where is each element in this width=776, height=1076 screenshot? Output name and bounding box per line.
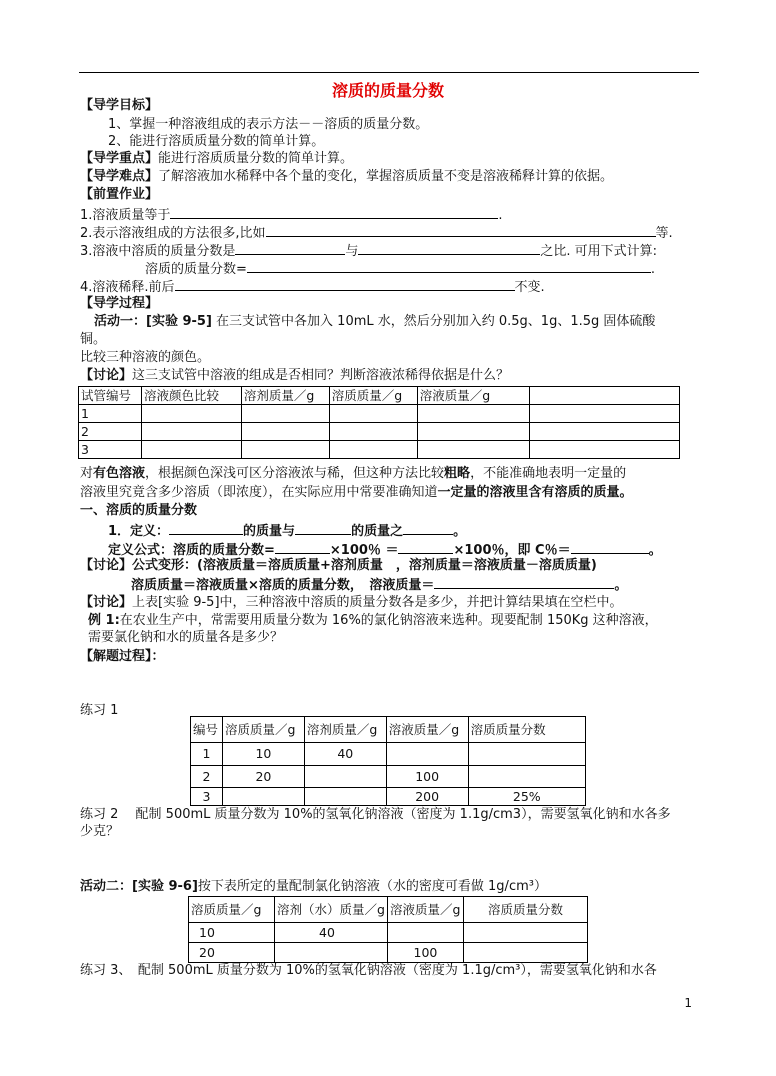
table-experiment-9-5 xyxy=(78,386,680,459)
practice2-text: 练习 2 配制 500mL 质量分数为 10%的氢氧化钠溶液（密度为 1.1g/cm3），需要氢氧化钠和水各多 xyxy=(80,807,671,822)
difficulty-heading: 【导学难点】 xyxy=(80,169,159,184)
table-cell: 40 xyxy=(304,743,386,766)
table-practice-1 xyxy=(190,716,586,806)
activity1-text2: 铜。 xyxy=(80,332,107,347)
discuss3-heading: 【讨论】 xyxy=(80,595,133,610)
table-header: 溶质质量／g xyxy=(189,897,275,923)
formula-label: 定义公式：溶质的质量分数= xyxy=(108,543,275,558)
prework-q1 xyxy=(80,205,503,224)
table-cell[interactable] xyxy=(222,788,304,806)
table-row xyxy=(191,743,586,766)
blank[interactable] xyxy=(247,259,651,273)
table-cell[interactable] xyxy=(529,405,679,423)
table-header: 溶液质量／g xyxy=(417,387,529,405)
table-header: 溶液质量／g xyxy=(386,717,468,743)
example1-text: 在农业生产中，常需要用质量分数为 16%的氯化钠溶液来选种。现要配制 150Kg 这种溶液， xyxy=(119,613,658,628)
table-header: 溶剂质量／g xyxy=(304,717,386,743)
table-cell[interactable] xyxy=(329,441,417,459)
table-cell[interactable] xyxy=(141,405,241,423)
practice1-label: 练习 1 xyxy=(80,703,119,718)
blank[interactable] xyxy=(571,540,649,554)
table-cell[interactable] xyxy=(468,766,585,788)
practice2-text2: 少克？ xyxy=(80,824,120,839)
table-row xyxy=(189,923,588,943)
key-point xyxy=(80,150,353,167)
table-cell[interactable] xyxy=(463,923,587,943)
prework-q3 xyxy=(80,241,657,260)
table-cell: 3 xyxy=(79,441,142,459)
table-cell[interactable] xyxy=(417,441,529,459)
definition xyxy=(108,521,466,540)
q1-text: 1.溶液质量等于 xyxy=(80,208,171,223)
para-bold: 粗略 xyxy=(444,466,471,481)
table-cell: 1 xyxy=(191,743,223,766)
table-cell[interactable] xyxy=(241,405,329,423)
blank[interactable] xyxy=(403,521,453,535)
discuss1 xyxy=(80,367,509,384)
prework-q2 xyxy=(80,223,673,242)
table-cell: 3 xyxy=(191,788,223,806)
table-cell[interactable] xyxy=(529,423,679,441)
blank[interactable] xyxy=(170,205,498,219)
table-header-row xyxy=(189,897,588,923)
table-cell[interactable] xyxy=(141,423,241,441)
table-header: 溶质质量／g xyxy=(222,717,304,743)
table-cell[interactable] xyxy=(468,743,585,766)
discuss2 xyxy=(80,557,597,574)
table-cell[interactable] xyxy=(529,441,679,459)
q3-text: 3.溶液中溶质的质量分数是 xyxy=(80,244,236,259)
table-cell[interactable] xyxy=(417,405,529,423)
formula-end: 。 xyxy=(648,543,662,558)
table-cell: 10 xyxy=(189,923,275,943)
solution-heading: 【解题过程】： xyxy=(80,649,165,664)
header-rule xyxy=(79,72,699,73)
q3-formula-text: 溶质的质量分数= xyxy=(145,262,247,277)
table-cell[interactable] xyxy=(241,441,329,459)
para-bold: 一定量的溶液里含有溶质的质量。 xyxy=(437,485,633,500)
discuss3-text: 上表[实验 9-5]中，三种溶液中溶质的质量分数各是多少，并把计算结果填在空栏中。 xyxy=(132,595,623,610)
blank[interactable] xyxy=(295,521,351,535)
table-row xyxy=(79,423,680,441)
q2-text: 2.表示溶液组成的方法很多,比如 xyxy=(80,226,266,241)
activity2 xyxy=(80,878,547,895)
table-cell[interactable] xyxy=(141,441,241,459)
q2-end: 等. xyxy=(655,226,673,241)
table-header: 溶液质量／g xyxy=(387,897,463,923)
table-cell: 20 xyxy=(189,943,275,963)
table-header-row xyxy=(79,387,680,405)
goals-heading: 【导学目标】 xyxy=(80,98,159,113)
example1-text2: 需要氯化钠和水的质量各是多少？ xyxy=(88,630,284,645)
table-row xyxy=(79,405,680,423)
blank[interactable] xyxy=(275,540,330,554)
table-header: 溶剂质量／g xyxy=(241,387,329,405)
blank[interactable] xyxy=(169,521,243,535)
table-cell: 1 xyxy=(79,405,142,423)
table-row xyxy=(191,766,586,788)
para1-line2 xyxy=(80,484,633,501)
page-title: 溶质的质量分数 xyxy=(331,81,444,100)
table-cell[interactable] xyxy=(329,423,417,441)
blank[interactable] xyxy=(434,575,614,589)
discuss2-text: 公式变形：(溶液质量＝溶质质量+溶剂质量 ，溶剂质量＝溶液质量－溶质质量) xyxy=(132,558,597,573)
discuss1-text: 这三支试管中溶液的组成是否相同？判断溶液浓稀得依据是什么？ xyxy=(132,368,510,383)
table-cell: 10 xyxy=(222,743,304,766)
blank[interactable] xyxy=(235,241,345,255)
goal-item-1: 1、掌握一种溶液组成的表示方法－－溶质的质量分数。 xyxy=(108,117,429,132)
process-heading: 【导学过程】 xyxy=(80,296,159,311)
table-header-row xyxy=(191,717,586,743)
table-row xyxy=(79,441,680,459)
q3-mid: 与 xyxy=(345,244,359,259)
definition-label: 1．定义： xyxy=(108,524,170,539)
q3-end: 之比. 可用下式计算: xyxy=(540,244,658,259)
prework-q3-formula xyxy=(145,259,655,278)
table-header: 溶质质量分数 xyxy=(463,897,587,923)
table-cell[interactable] xyxy=(463,943,587,963)
definition-mid1: 的质量与 xyxy=(243,524,296,539)
discuss2-line2-text: 溶质质量＝溶液质量×溶质的质量分数， 溶液质量＝ xyxy=(131,578,435,593)
para1-line1 xyxy=(80,465,626,482)
page-number: 1 xyxy=(684,996,692,1010)
table-header: 溶液颜色比较 xyxy=(141,387,241,405)
table-header: 试管编号 xyxy=(79,387,142,405)
table-cell[interactable] xyxy=(304,788,386,806)
table-row xyxy=(191,788,586,806)
blank[interactable] xyxy=(358,241,540,255)
example1-label: 例 1: xyxy=(88,613,120,628)
example1 xyxy=(88,612,658,629)
discuss1-heading: 【讨论】 xyxy=(80,368,133,383)
table-experiment-9-6 xyxy=(188,896,588,963)
prework-heading: 【前置作业】 xyxy=(80,187,159,202)
table-cell: 25% xyxy=(468,788,585,806)
para-text: 对 xyxy=(80,466,94,481)
formula-x100a: ×100％ ＝ xyxy=(329,543,399,558)
activity1 xyxy=(94,313,655,330)
table-header: 溶剂（水）质量／g xyxy=(275,897,388,923)
discuss2-line2 xyxy=(131,575,627,594)
activity1-label: 活动一：[实验 9-5] xyxy=(94,314,212,329)
table-header xyxy=(529,387,679,405)
table-cell: 20 xyxy=(222,766,304,788)
table-cell: 200 xyxy=(386,788,468,806)
q4-end: 不变. xyxy=(514,280,545,295)
key-point-heading: 【导学重点】 xyxy=(80,151,159,166)
activity2-label: 活动二：[实验 9-6] xyxy=(80,879,198,894)
discuss3 xyxy=(80,594,623,611)
key-point-text: 能进行溶质质量分数的简单计算。 xyxy=(158,151,354,166)
activity1-text: 在三支试管中各加入 10mL 水，然后分别加入约 0.5g、1g、1.5g 固体硫酸 xyxy=(211,314,656,329)
table-cell[interactable] xyxy=(241,423,329,441)
table-cell[interactable] xyxy=(329,405,417,423)
table-header: 溶质质量／g xyxy=(329,387,417,405)
definition-end: 。 xyxy=(453,524,467,539)
q3-formula-end: . xyxy=(650,262,656,277)
formula-x100b: ×100％，即 C％＝ xyxy=(453,543,571,558)
blank[interactable] xyxy=(175,277,515,291)
discuss2-heading: 【讨论】 xyxy=(80,558,133,573)
difficulty-text: 了解溶液加水稀释中各个量的变化，掌握溶质质量不变是溶液稀释计算的依据。 xyxy=(158,169,614,184)
para-text: ，不能准确地表明一定量的 xyxy=(470,466,627,481)
goal-item-2: 2、能进行溶质质量分数的简单计算。 xyxy=(108,134,325,149)
table-cell: 2 xyxy=(79,423,142,441)
para-bold: 有色溶液 xyxy=(93,466,146,481)
table-cell: 100 xyxy=(386,766,468,788)
activity2-text: 按下表所定的量配制氯化钠溶液（水的密度可看做 1g/cm³） xyxy=(197,879,547,894)
table-cell[interactable] xyxy=(386,743,468,766)
difficulty xyxy=(80,168,613,185)
table-header: 溶质质量分数 xyxy=(468,717,585,743)
definition-mid2: 的质量之 xyxy=(351,524,404,539)
activity1-compare: 比较三种溶液的颜色。 xyxy=(80,350,211,365)
table-cell: 100 xyxy=(387,943,463,963)
table-row xyxy=(189,943,588,963)
discuss2-line2-end: 。 xyxy=(614,578,628,593)
table-header: 编号 xyxy=(191,717,223,743)
table-cell: 2 xyxy=(191,766,223,788)
q1-end: . xyxy=(498,208,503,223)
q4-text: 4.溶液稀释.前后 xyxy=(80,280,175,295)
table-cell[interactable] xyxy=(387,923,463,943)
para-text: ，根据颜色深浅可区分溶液浓与稀，但这种方法比较 xyxy=(145,466,445,481)
para-text: 溶液里究竟含多少溶质（即浓度），在实际应用中常要准确知道 xyxy=(80,485,438,500)
prework-q4 xyxy=(80,277,545,296)
blank[interactable] xyxy=(266,223,656,237)
blank[interactable] xyxy=(398,540,453,554)
table-cell[interactable] xyxy=(304,766,386,788)
table-cell: 40 xyxy=(275,923,388,943)
table-cell[interactable] xyxy=(275,943,388,963)
section1-heading: 一、溶质的质量分数 xyxy=(80,503,198,518)
table-cell[interactable] xyxy=(417,423,529,441)
practice3-text: 练习 3、 配制 500mL 质量分数为 10%的氢氧化钠溶液（密度为 1.1g/cm³），需要氢氧化钠和水各 xyxy=(80,963,657,978)
